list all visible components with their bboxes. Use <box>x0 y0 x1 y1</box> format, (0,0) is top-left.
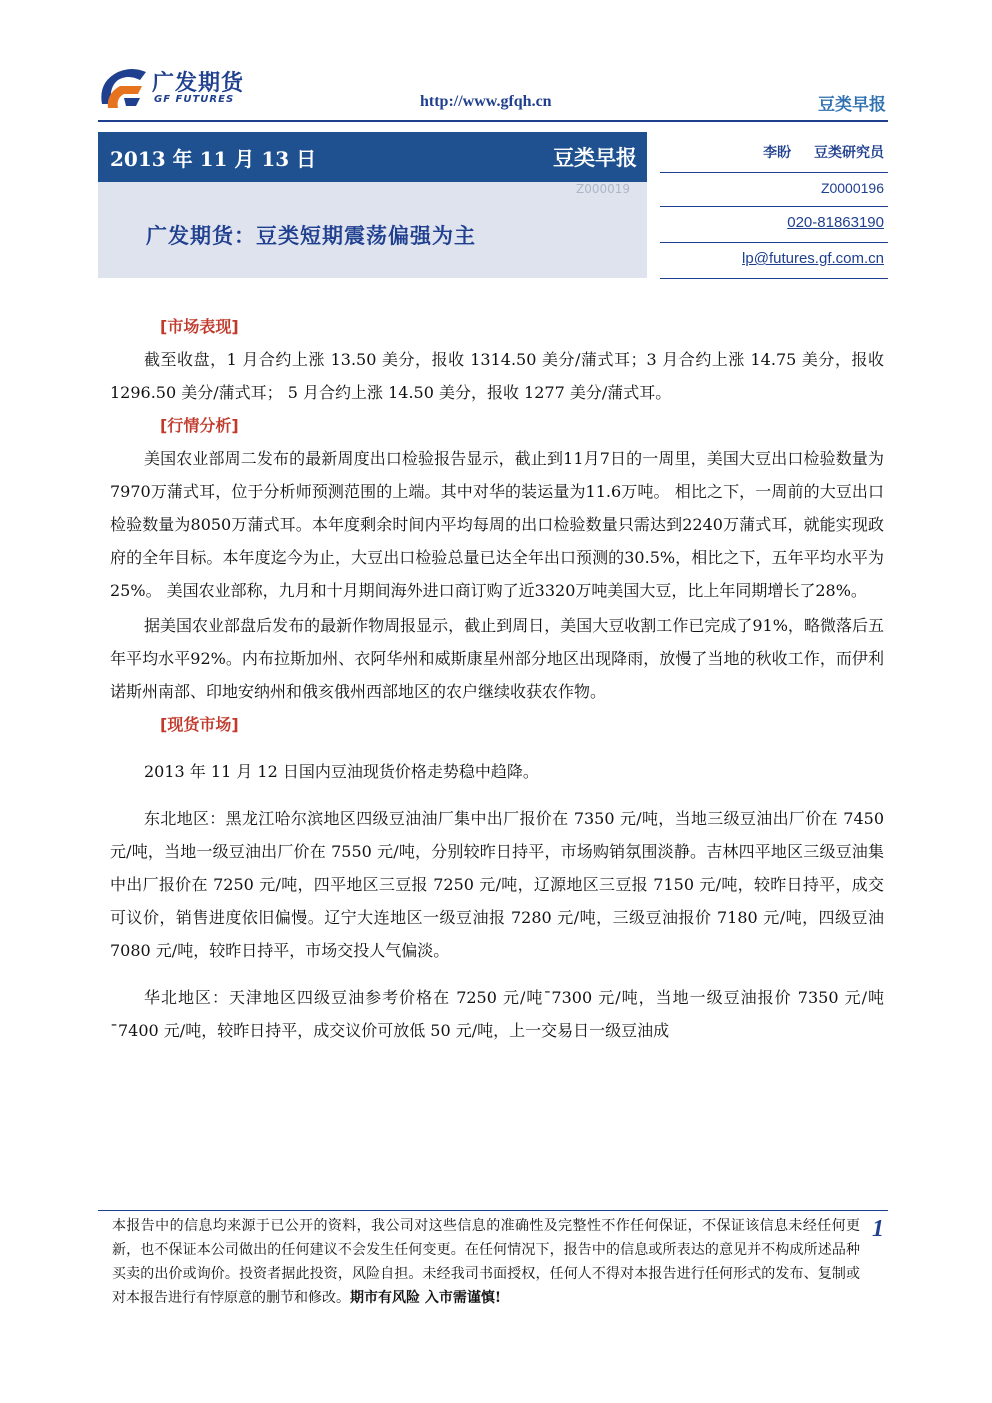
risk-warning: 期市有风险 入市需谨慎! <box>350 1290 502 1306</box>
header-divider <box>98 120 888 122</box>
section-heading-analysis: [行情分析] <box>160 416 239 435</box>
logo-english-text: GF FUTURES <box>154 94 235 105</box>
section-heading-spot: [现货市场] <box>160 715 239 734</box>
report-body <box>110 310 884 1047</box>
report-title: 广发期货：豆类短期震荡偏强为主 <box>146 224 476 248</box>
analyst-license-id: Z0000196 <box>820 180 884 196</box>
section-heading-market: [市场表现] <box>160 317 239 336</box>
paragraph: 美国农业部周二发布的最新周度出口检验报告显示，截止到11月7日的一周里，美国大豆出口检验数量为7970万蒲式耳，位于分析师预测范围的上端。其中对华的装运量为11.6万吨。 相比之下，一周前的大豆出口检验数量为8050万蒲式耳。本年度剩余时间内平均每周的出口检验数量只需达到2240万蒲式耳，就能实现政府的全年目标。本年度迄今为止，大豆出口检验总量已达全年出口预测的30.5%，相比之下，五年平均水平为25%。 美国农业部称，九月和十月期间海外进口商订购了近3320万吨美国大豆，比上年同期增长了28%。 <box>110 449 884 600</box>
banner-report-type: 豆类早报 <box>553 146 637 170</box>
paragraph: 东北地区：黑龙江哈尔滨地区四级豆油油厂集中出厂报价在 7350 元/吨，当地三级豆油出厂价在 7450 元/吨，当地一级豆油出厂价在 7550 元/吨，分别较昨日持平，市场购销氛围淡静。吉林四平地区三级豆油集中出厂报价在 7250 元/吨，四平地区三豆报 7250 元/吨，辽源地区三豆报 7150 元/吨，较昨日持平，成交可议价，销售进度依旧偏慢。辽宁大连地区一级豆油报 7280 元/吨，三级豆油报价 7180 元/吨，四级豆油 7080 元/吨，较昨日持平，市场交投人气偏淡。 <box>110 809 884 960</box>
analyst-divider <box>660 278 888 279</box>
analyst-divider <box>660 206 888 207</box>
paragraph: 2013 年 11 月 12 日国内豆油现货价格走势稳中趋降。 <box>144 762 539 781</box>
analyst-info <box>660 132 888 282</box>
header-report-type: 豆类早报 <box>818 95 886 115</box>
company-logo <box>96 62 266 120</box>
paragraph: 华北地区：天津地区四级豆油参考价格在 7250 元/吨¯7300 元/吨，当地一级豆油报价 7350 元/吨¯7400 元/吨，较昨日持平，成交议价可放低 50 元/吨，上一交易日一级豆油成 <box>110 988 884 1040</box>
footer-divider <box>98 1210 888 1211</box>
analyst-name-role: 李盼 豆类研究员 <box>763 145 884 161</box>
page-number: 1 <box>872 1216 884 1242</box>
disclaimer <box>112 1214 860 1310</box>
disclaimer-text: 本报告中的信息均来源于已公开的资料，我公司对这些信息的准确性及完整性不作任何保证，不保证该信息未经任何更新，也不保证本公司做出的任何建议不会发生任何变更。在任何情况下，报告中的信息或所表达的意见并不构成所述品种买卖的出价或询价。投资者据此投资，风险自担。未经我司书面授权，任何人不得对本报告进行任何形式的发布、复制或对本报告进行有悖原意的删节和修改。 <box>112 1218 860 1306</box>
banner-ghost-text: Z000019 <box>576 182 631 196</box>
website-link[interactable]: http://www.gfqh.cn <box>420 93 552 110</box>
analyst-divider <box>660 172 888 173</box>
paragraph: 据美国农业部盘后发布的最新作物周报显示，截止到周日，美国大豆收割工作已完成了91%，略微落后五年平均水平92%。内布拉斯加州、衣阿华州和威斯康星州部分地区出现降雨，放慢了当地的秋收工作，而伊利诺斯州南部、印地安纳州和俄亥俄州西部地区的农户继续收获农作物。 <box>110 616 884 701</box>
analyst-divider <box>660 242 888 243</box>
paragraph: 截至收盘，1 月合约上涨 13.50 美分，报收 1314.50 美分/蒲式耳；3 月合约上涨 14.75 美分，报收 1296.50 美分/蒲式耳； 5 月合约上涨 14.50 美分，报收 1277 美分/蒲式耳。 <box>110 350 884 402</box>
report-date: 2013 年 11 月 13 日 <box>110 147 317 171</box>
title-banner-bottom <box>98 182 647 278</box>
analyst-phone-link[interactable]: 020-81863190 <box>787 214 884 231</box>
logo-chinese-text: 广发期货 <box>152 71 245 96</box>
gf-logo-icon <box>96 64 150 114</box>
analyst-email-link[interactable]: lp@futures.gf.com.cn <box>742 250 884 267</box>
title-banner-top <box>98 132 647 182</box>
